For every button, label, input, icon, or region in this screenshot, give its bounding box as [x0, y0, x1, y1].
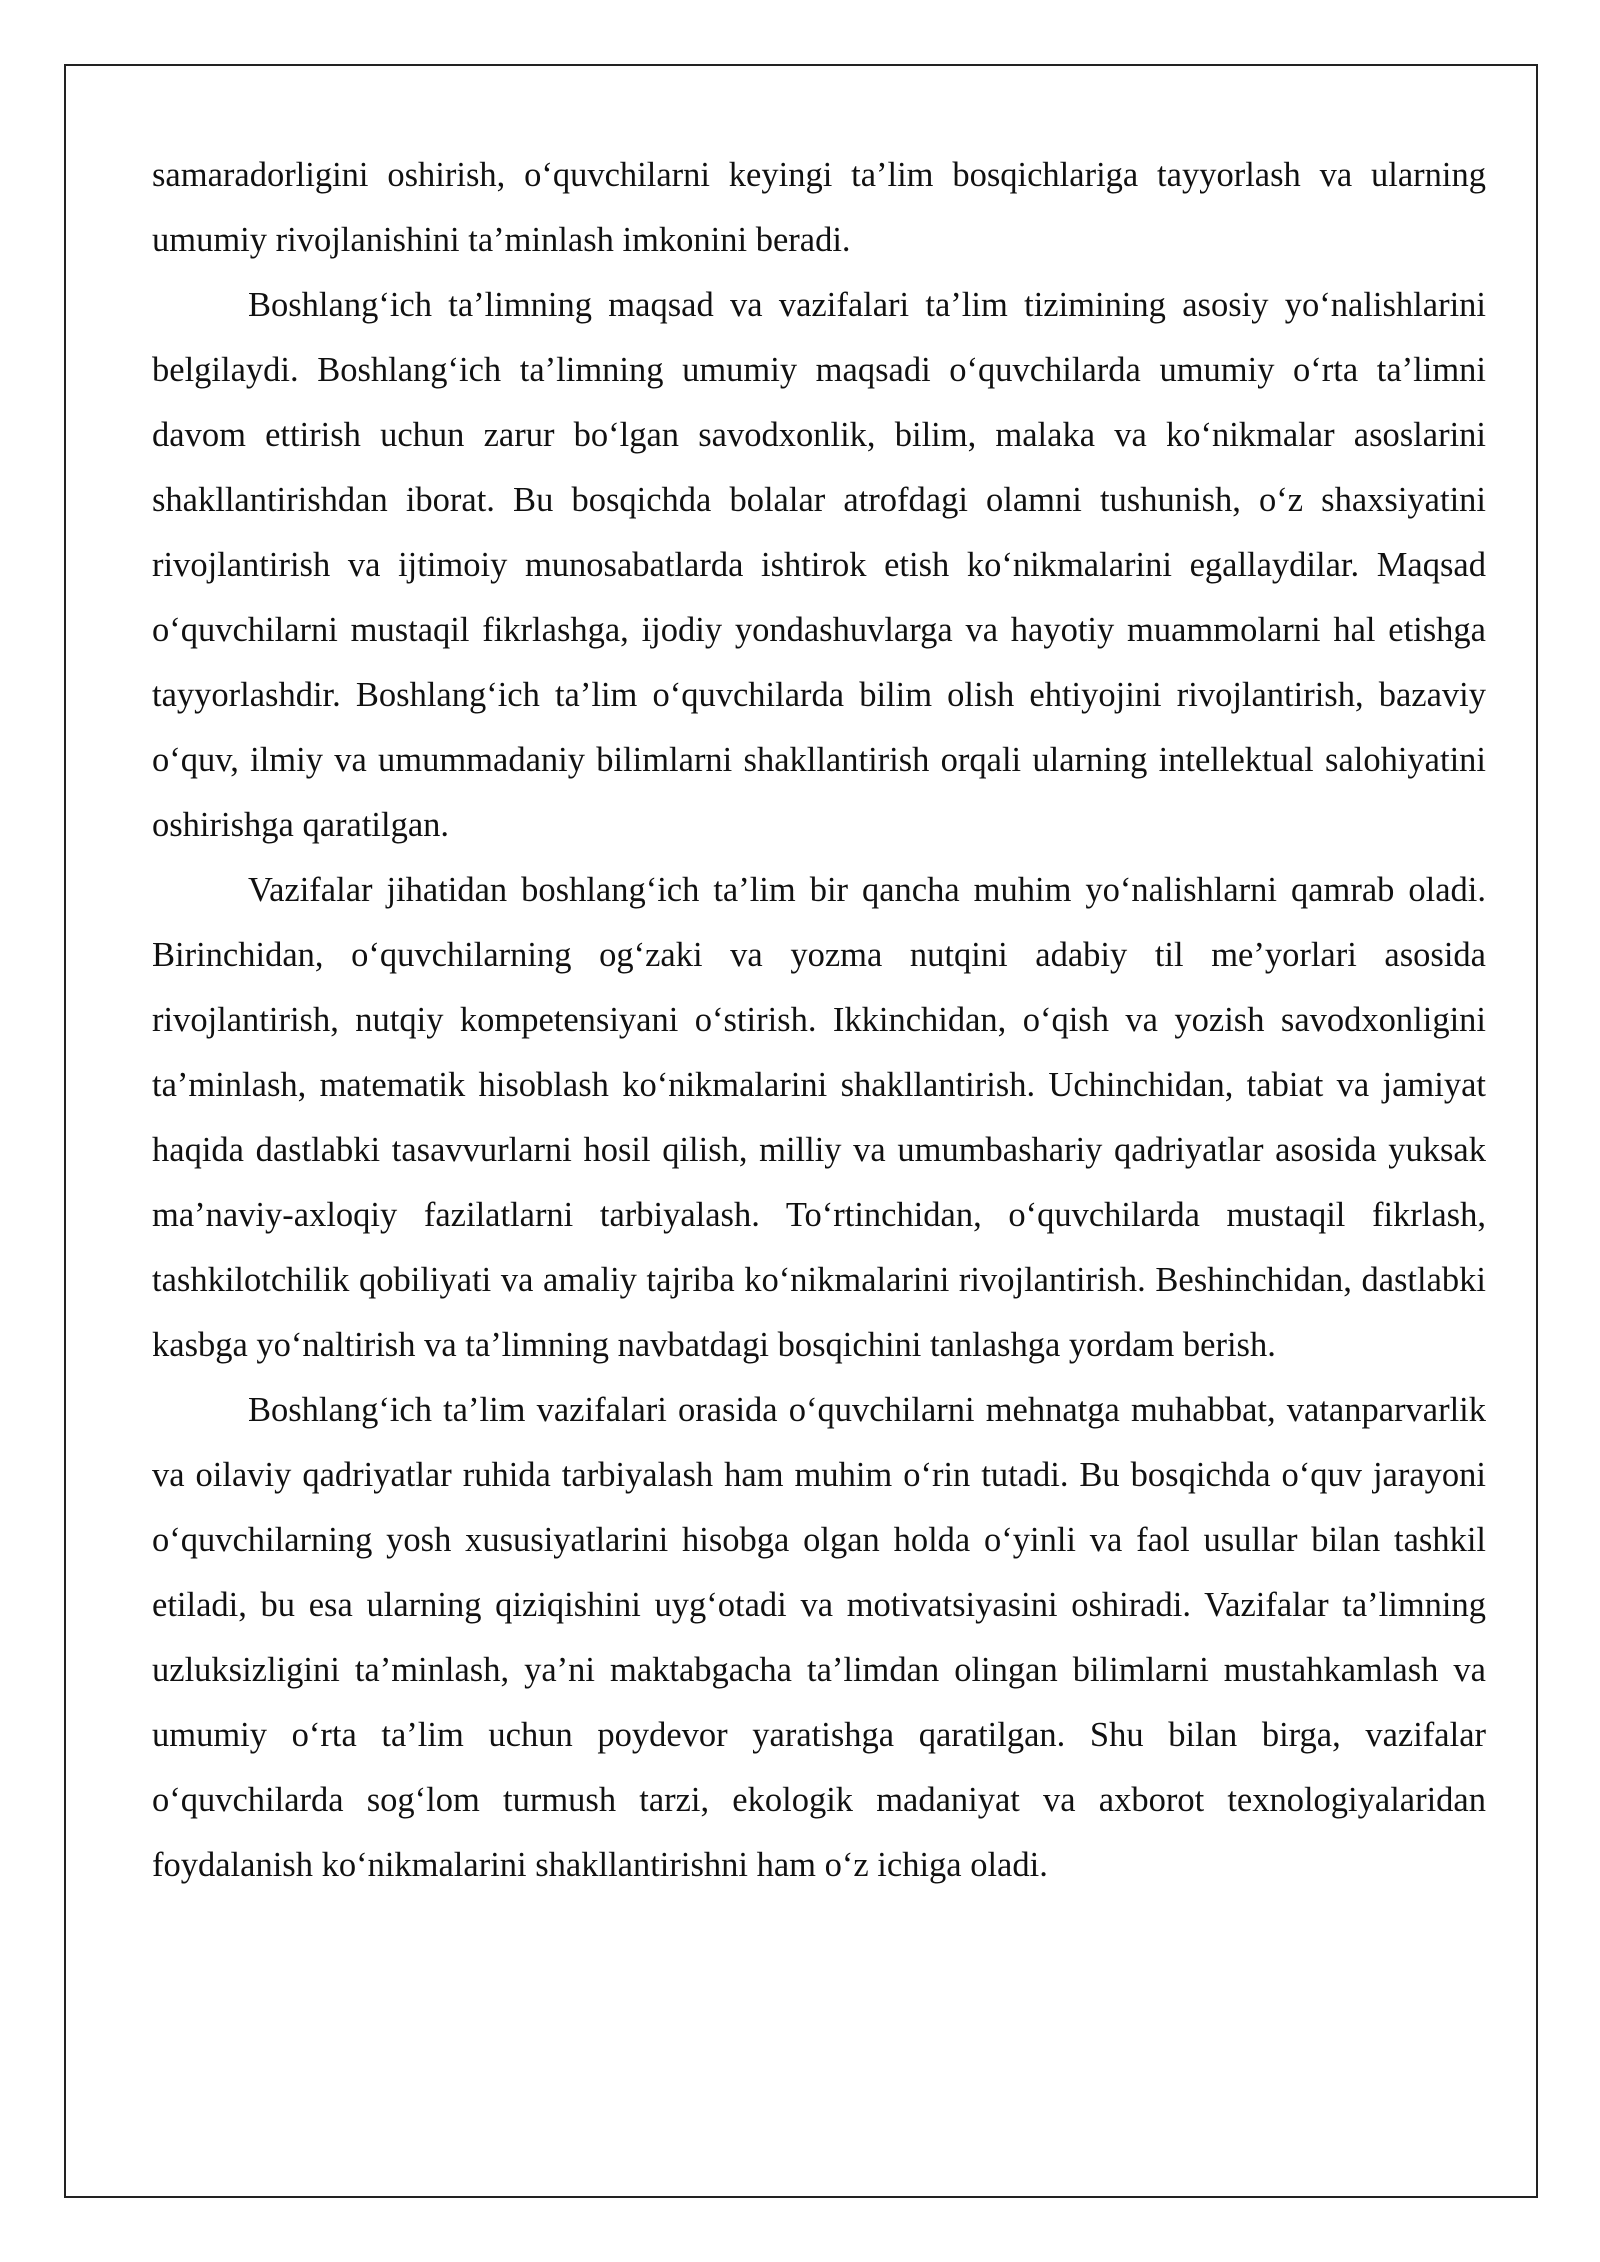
paragraph-goals: Boshlang‘ich ta’limning maqsad va vazifalari ta’lim tizimining asosiy yo‘nalishlarini belgilaydi. Boshlang‘ich ta’limning umumiy maqsadi o‘quvchilarda umumiy o‘rta ta’limni davom ettirish uchun zarur bo‘lgan savodxonlik, bilim, malaka va ko‘nikmalar asoslarini shakllantirishdan iborat. Bu bosqichda bolalar atrofdagi olamni tushunish, o‘z shaxsiyatini rivojlantirish va ijtimoiy munosabatlarda ishtirok etish ko‘nikmalarini egallaydilar. Maqsad o‘quvchilarni mustaqil fikrlashga, ijodiy yondashuvlarga va hayotiy muammolarni hal etishga tayyorlashdir. Boshlang‘ich ta’lim o‘quvchilarda bilim olish ehtiyojini rivojlantirish, bazaviy o‘quv, ilmiy va umummadaniy bilimlarni shakllantirish orqali ularning intellektual salohiyatini oshirishga qaratilgan. [152, 286, 1486, 844]
paragraph-continued: samaradorligini oshirish, o‘quvchilarni keyingi ta’lim bosqichlariga tayyorlash va ularning umumiy rivojlanishini ta’minlash imkonini beradi. [152, 156, 1486, 259]
document-body [152, 143, 1486, 1898]
paragraph-upbringing: Boshlang‘ich ta’lim vazifalari orasida o‘quvchilarni mehnatga muhabbat, vatanparvarlik va oilaviy qadriyatlar ruhida tarbiyalash ham muhim o‘rin tutadi. Bu bosqichda o‘quv jarayoni o‘quvchilarning yosh xususiyatlarini hisobga olgan holda o‘yinli va faol usullar bilan tashkil etiladi, bu esa ularning qiziqishini uyg‘otadi va motivatsiyasini oshiradi. Vazifalar ta’limning uzluksizligini ta’minlash, ya’ni maktabgacha ta’limdan olingan bilimlarni mustahkamlash va umumiy o‘rta ta’lim uchun poydevor yaratishga qaratilgan. Shu bilan birga, vazifalar o‘quvchilarda sog‘lom turmush tarzi, ekologik madaniyat va axborot texnologiyalaridan foydalanish ko‘nikmalarini shakllantirishni ham o‘z ichiga oladi. [152, 1391, 1486, 1884]
paragraph-tasks: Vazifalar jihatidan boshlang‘ich ta’lim bir qancha muhim yo‘nalishlarni qamrab oladi. Birinchidan, o‘quvchilarning og‘zaki va yozma nutqini adabiy til me’yorlari asosida rivojlantirish, nutqiy kompetensiyani o‘stirish. Ikkinchidan, o‘qish va yozish savodxonligini ta’minlash, matematik hisoblash ko‘nikmalarini shakllantirish. Uchinchidan, tabiat va jamiyat haqida dastlabki tasavvurlarni hosil qilish, milliy va umumbashariy qadriyatlar asosida yuksak ma’naviy-axloqiy fazilatlarni tarbiyalash. To‘rtinchidan, o‘quvchilarda mustaqil fikrlash, tashkilotchilik qobiliyati va amaliy tajriba ko‘nikmalarini rivojlantirish. Beshinchidan, dastlabki kasbga yo‘naltirish va ta’limning navbatdagi bosqichini tanlashga yordam berish. [152, 871, 1486, 1364]
